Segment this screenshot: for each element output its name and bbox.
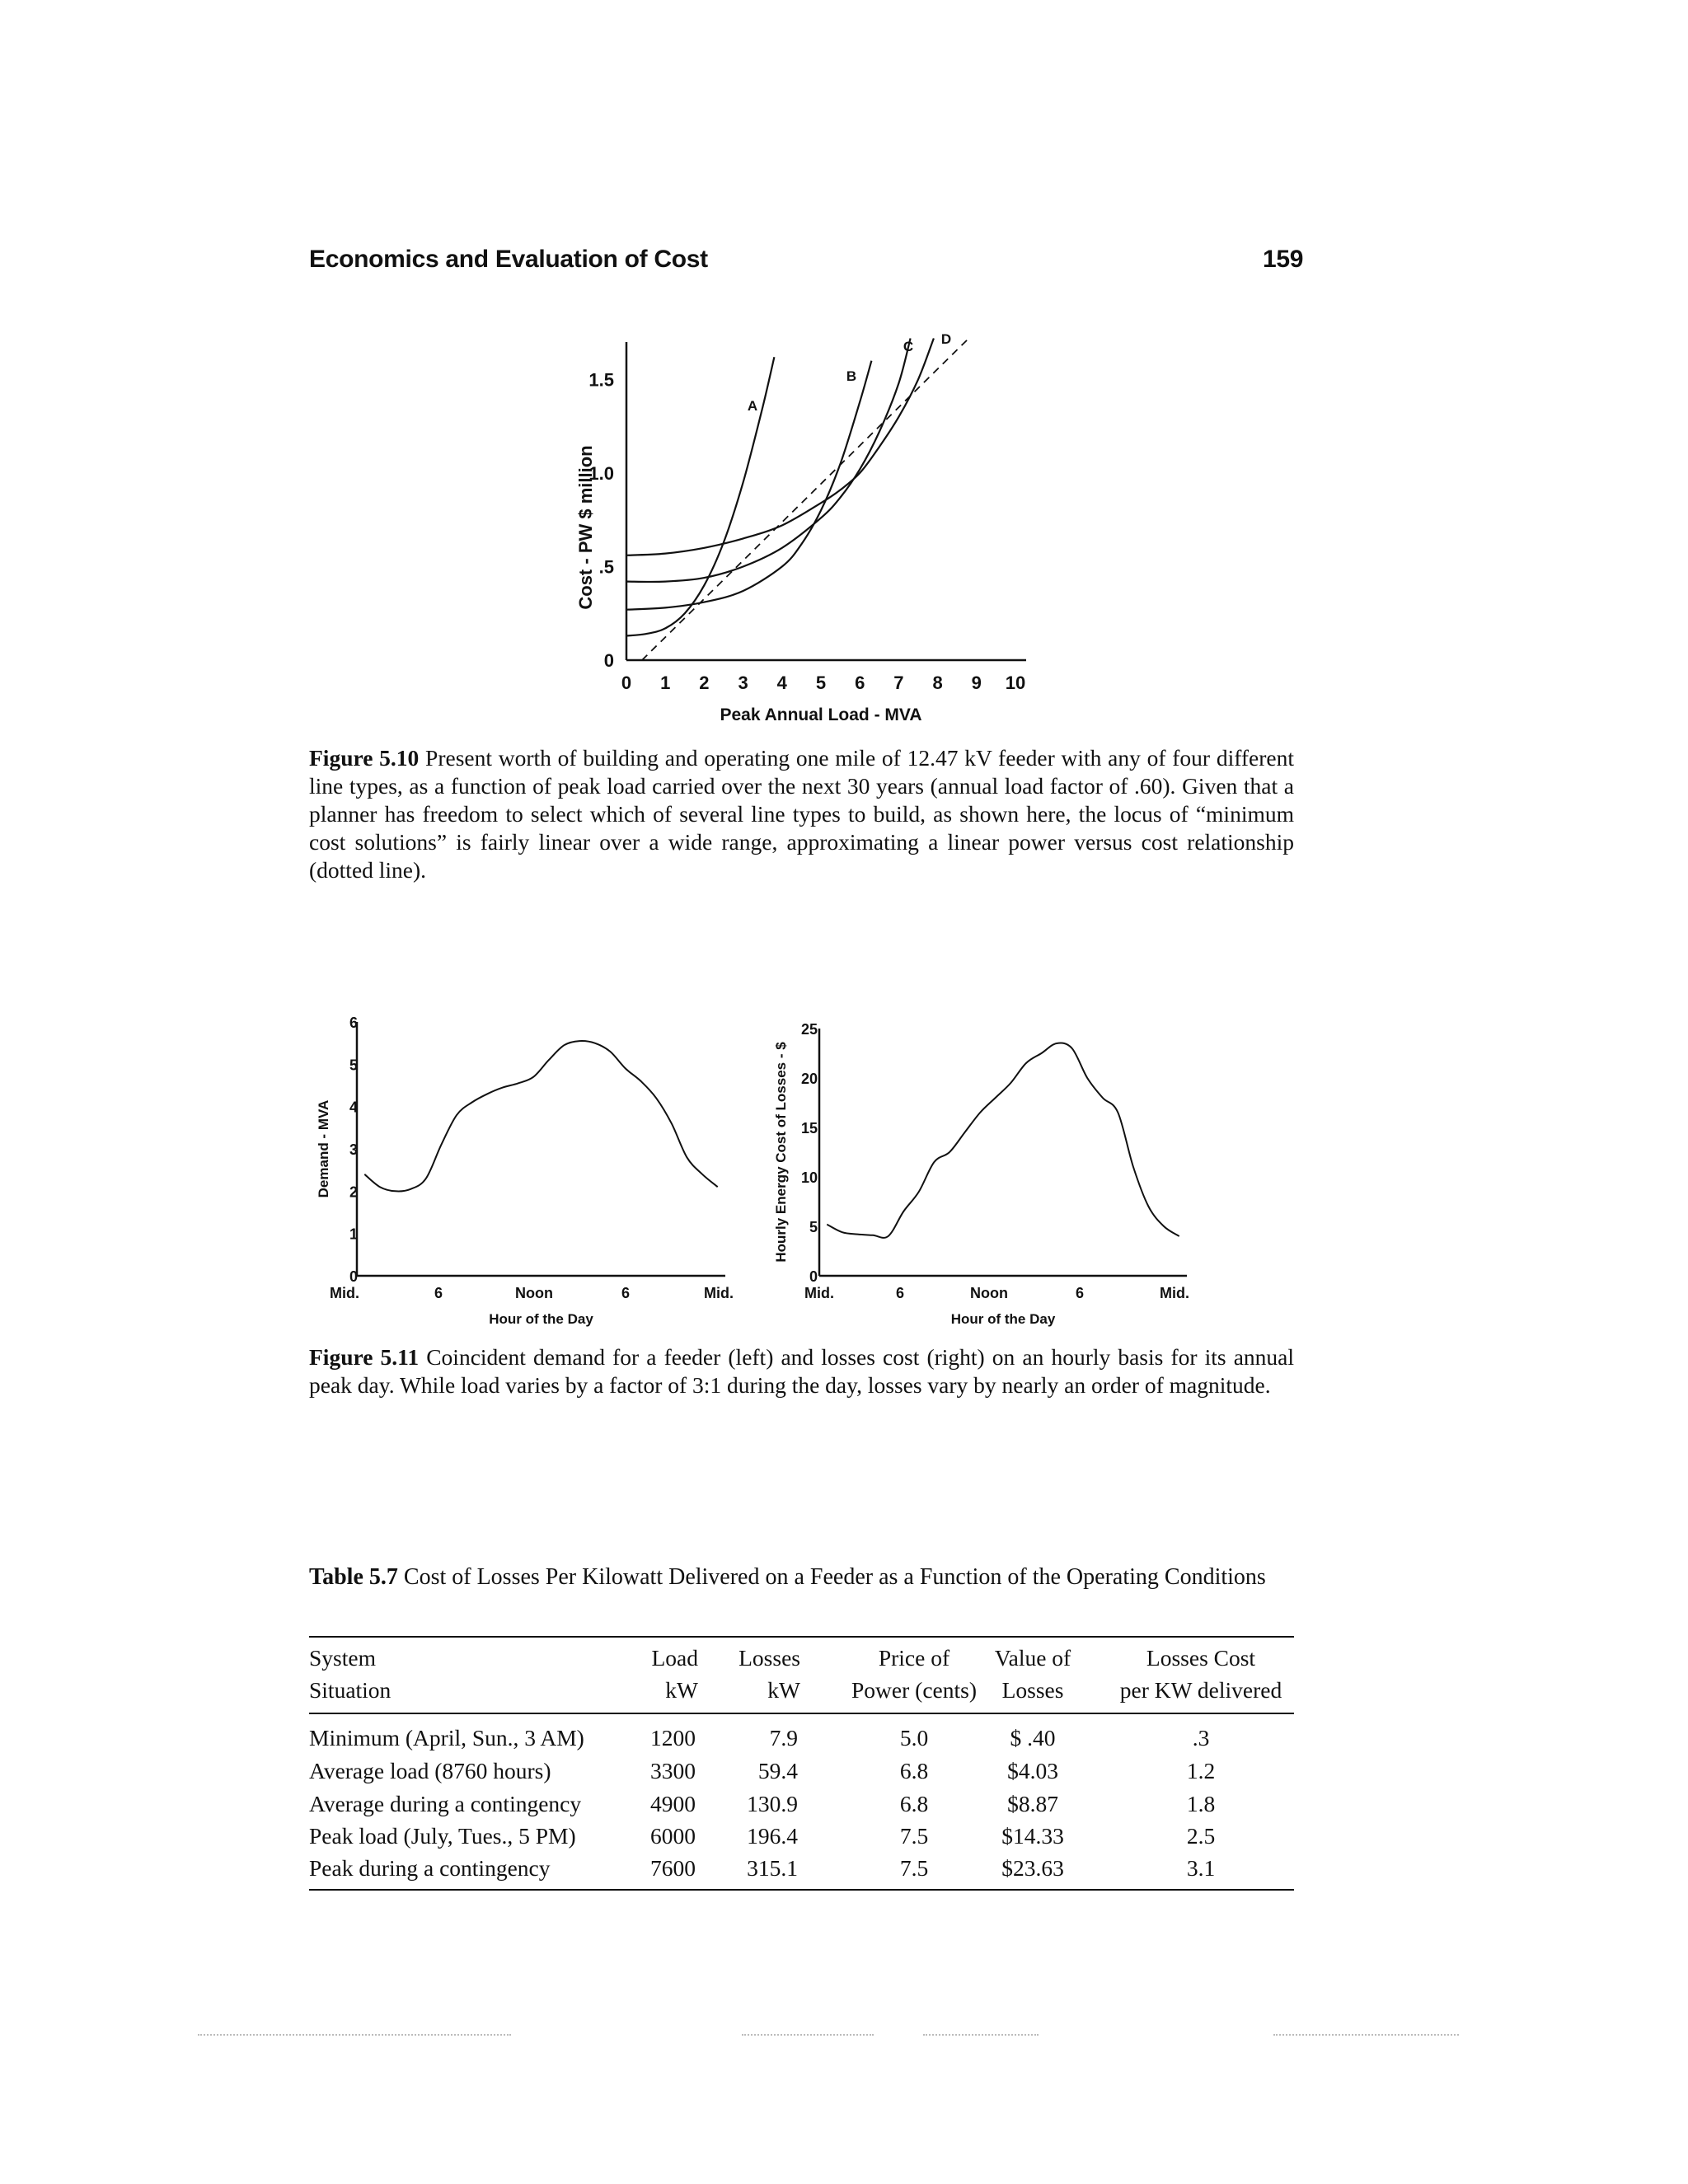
- curve-label-D: D: [940, 331, 952, 347]
- table-5-7-title-text: Cost of Losses Per Kilowatt Delivered on a Feeder as a Function of the Operating Conditions: [403, 1564, 1266, 1590]
- y-tick-label: 0: [603, 650, 614, 671]
- x-axis-title: Hour of the Day: [950, 1311, 1056, 1327]
- x-tick-label: 6: [895, 1285, 905, 1301]
- table-cell: 4900: [650, 1791, 696, 1816]
- x-tick-label: Noon: [515, 1285, 553, 1301]
- x-axis-title: Hour of the Day: [489, 1311, 593, 1327]
- x-tick-label: 0: [621, 673, 632, 693]
- y-tick-label: 0: [809, 1268, 818, 1285]
- y-tick-label: 2: [349, 1183, 358, 1201]
- table-header-cell: per KW delivered: [1119, 1677, 1282, 1703]
- y-tick-label: 15: [800, 1120, 818, 1137]
- y-axis-title: Cost - PW $ million: [575, 445, 596, 610]
- table-row-label: Peak load (July, Tues., 5 PM): [309, 1823, 576, 1849]
- table-5-7-title: [309, 1562, 1294, 1593]
- table-header-cell: Losses: [738, 1645, 800, 1671]
- table-header-cell: Losses Cost: [1146, 1645, 1256, 1671]
- table-cell: 3.1: [1186, 1855, 1216, 1881]
- table-bottom-rule: [309, 1889, 1294, 1891]
- table-header-cell: System: [309, 1645, 376, 1671]
- table-cell: 6.8: [899, 1758, 929, 1783]
- y-tick-label: 20: [800, 1071, 818, 1087]
- table-header-cell: Situation: [309, 1677, 392, 1703]
- table-header-cell: Price of: [878, 1645, 950, 1671]
- x-tick-label: 3: [738, 673, 748, 693]
- table-cell: 1.8: [1186, 1791, 1216, 1816]
- scan-artifact: [742, 2034, 874, 2037]
- figure-5-10-caption-text: Present worth of building and operating one mile of 12.47 kV feeder with any of four different line types, as a function of peak load carried over the next 30 years (annual load factor of .60). Given that a planner has freedom to select which of several line types to build, as shown here, the locus of “minimum cost solutions” is fairly linear over a wide range, approximating a linear power versus cost relationship (dotted line).: [309, 745, 1294, 883]
- table-cell: 6000: [650, 1823, 696, 1849]
- table-cell: 1.2: [1186, 1758, 1216, 1783]
- table-cell: $23.63: [1001, 1855, 1064, 1881]
- table-cell: 315.1: [747, 1855, 798, 1881]
- x-tick-label: 1: [660, 673, 671, 693]
- table-cell: .3: [1192, 1725, 1210, 1750]
- table-row-label: Average during a contingency: [309, 1791, 582, 1816]
- y-tick-label: 1.5: [588, 369, 614, 391]
- table-cell: 7.5: [899, 1855, 929, 1881]
- y-tick-label: 25: [800, 1021, 818, 1038]
- figure-5-11-caption-text: Coincident demand for a feeder (left) and losses cost (right) on an hourly basis for its annual peak day. While load varies by a factor of 3:1 during the day, losses vary by nearly an order of magnitude.: [309, 1344, 1294, 1398]
- x-tick-label: 9: [971, 673, 982, 693]
- demand-chart: [316, 1015, 734, 1327]
- y-tick-label: 3: [349, 1141, 358, 1158]
- table-cell: 59.4: [757, 1758, 798, 1783]
- y-tick-label: 4: [349, 1099, 358, 1116]
- x-axis-title: Peak Annual Load - MVA: [720, 705, 922, 724]
- table-cell: $14.33: [1001, 1823, 1064, 1849]
- table-row-label: Average load (8760 hours): [309, 1758, 551, 1783]
- figure-5-11-caption: [309, 1343, 1294, 1399]
- scan-artifact: [923, 2034, 1039, 2037]
- figure-5-11-label: Figure 5.11: [309, 1344, 420, 1370]
- curve-label-C: C: [903, 339, 914, 354]
- table-header-rule: [309, 1713, 1294, 1714]
- x-tick-label: 8: [932, 673, 943, 693]
- table-cell: 7.5: [899, 1823, 929, 1849]
- scan-artifact: [198, 2034, 511, 2037]
- x-tick-label: Noon: [970, 1285, 1008, 1301]
- scan-artifact: [1273, 2034, 1459, 2037]
- table-header-cell: Value of: [994, 1645, 1071, 1671]
- running-header-title: Economics and Evaluation of Cost: [309, 246, 708, 273]
- x-tick-label: Mid.: [804, 1285, 834, 1301]
- table-cell: 196.4: [747, 1823, 798, 1849]
- table-cell: 2.5: [1186, 1823, 1216, 1849]
- x-tick-label: Mid.: [330, 1285, 359, 1301]
- table-cell: 1200: [650, 1725, 696, 1750]
- x-tick-label: 6: [434, 1285, 443, 1301]
- table-cell: 5.0: [899, 1725, 929, 1750]
- page-number: 159: [1263, 246, 1304, 273]
- x-tick-label: 5: [815, 673, 827, 693]
- curve-label-B: B: [846, 368, 857, 384]
- table-cell: 7.9: [769, 1725, 798, 1750]
- x-tick-label: 6: [855, 673, 865, 693]
- table-header-cell: Losses: [1001, 1677, 1064, 1703]
- hourly-curve: [364, 1041, 717, 1191]
- table-cell: $4.03: [1007, 1758, 1058, 1783]
- x-tick-label: 6: [621, 1285, 631, 1301]
- table-header-cell: kW: [665, 1677, 698, 1703]
- x-tick-label: 2: [699, 673, 710, 693]
- y-tick-label: 5: [809, 1219, 818, 1235]
- x-tick-label: 10: [1005, 673, 1026, 693]
- y-tick-label: 1.0: [588, 462, 614, 484]
- table-cell: $ .40: [1010, 1725, 1056, 1750]
- y-tick-label: 1: [349, 1226, 358, 1243]
- x-tick-label: Mid.: [1160, 1285, 1189, 1301]
- table-cell: 6.8: [899, 1791, 929, 1816]
- table-header-cell: Power (cents): [851, 1677, 977, 1703]
- losses-cost-chart: [773, 1021, 1189, 1327]
- table-cell: 3300: [650, 1758, 696, 1783]
- table-top-rule: [309, 1636, 1294, 1638]
- table-header-cell: kW: [767, 1677, 800, 1703]
- y-axis-title: Demand - MVA: [316, 1099, 331, 1198]
- hourly-curve: [827, 1043, 1179, 1238]
- curve-label-A: A: [747, 398, 758, 414]
- y-tick-label: 5: [349, 1057, 358, 1074]
- table-row-label: Peak during a contingency: [309, 1855, 551, 1881]
- x-tick-label: 7: [893, 673, 904, 693]
- table-cell: 7600: [650, 1855, 696, 1881]
- y-tick-label: 10: [800, 1169, 818, 1186]
- figure-5-10-label: Figure 5.10: [309, 745, 420, 771]
- table-cell: 130.9: [747, 1791, 798, 1816]
- y-tick-label: 6: [349, 1015, 358, 1031]
- y-tick-label: 0: [349, 1268, 358, 1285]
- x-tick-label: 4: [776, 673, 787, 693]
- x-tick-label: 6: [1075, 1285, 1085, 1301]
- y-tick-label: .5: [598, 556, 614, 578]
- table-cell: $8.87: [1007, 1791, 1058, 1816]
- table-header-cell: Load: [651, 1645, 698, 1671]
- table-5-7-label: Table 5.7: [309, 1564, 398, 1590]
- table-row-label: Minimum (April, Sun., 3 AM): [309, 1725, 584, 1750]
- y-axis-title: Hourly Energy Cost of Losses - $: [773, 1042, 789, 1263]
- x-tick-label: Mid.: [704, 1285, 734, 1301]
